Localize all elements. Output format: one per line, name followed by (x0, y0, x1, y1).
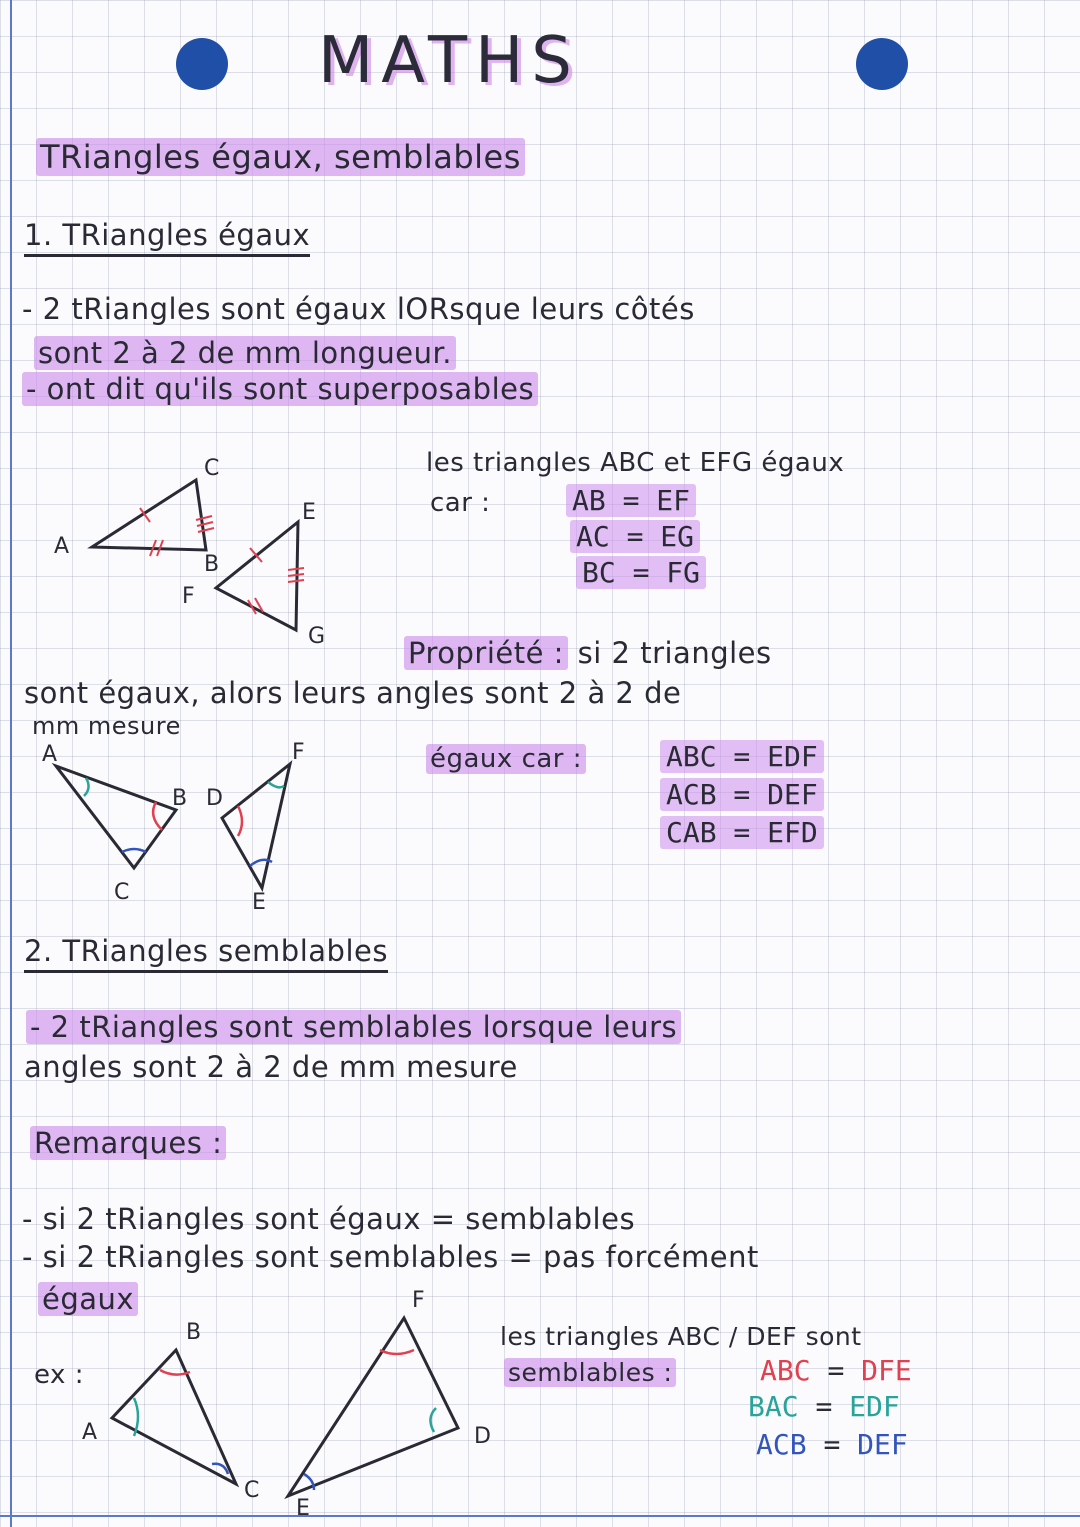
reason-line-1-text: les triangles ABC et EFG égaux (426, 448, 845, 478)
remark-1: - si 2 tRiangles sont égaux = semblables (22, 1202, 636, 1236)
fig1-label-a: A (54, 534, 70, 559)
property-line-2: sont égaux, alors leurs angles sont 2 à 2 de (24, 676, 682, 710)
fig2-label-b: B (172, 786, 188, 811)
side-equality-1: AB = EF (566, 484, 696, 517)
remark-3-text: égaux (38, 1282, 138, 1316)
side-equality-3: BC = FG (576, 556, 706, 589)
similar-eq-3-sep: = (823, 1428, 841, 1461)
fig2-label-f: F (292, 740, 305, 765)
fig1-label-e: E (302, 500, 316, 525)
similar-eq-1-sep: = (827, 1354, 845, 1387)
remarks-heading-text: Remarques : (30, 1126, 226, 1160)
similar-equality-1 (760, 1354, 912, 1387)
similar-eq-2-right: EDF (849, 1390, 900, 1423)
angle-equality-3: CAB = EFD (660, 816, 824, 849)
conclusion-line-2-text: semblables : (504, 1358, 676, 1387)
similar-eq-3-right: DEF (857, 1428, 908, 1461)
fig2-label-e: E (252, 890, 266, 915)
fig3-label-f: F (412, 1288, 425, 1313)
conclusion-line-1: les triangles ABC / DEF sont (500, 1322, 862, 1351)
fig2-label-d: D (206, 786, 223, 811)
section2-line-2: angles sont 2 à 2 de mm mesure (24, 1050, 518, 1084)
section2-heading-text: 2. TRiangles semblables (24, 934, 388, 968)
similar-eq-2-left: BAC (748, 1390, 799, 1423)
fig1-label-b: B (204, 552, 220, 577)
conclusion-line-2 (504, 1358, 676, 1387)
section1-line-1: - 2 tRiangles sont égaux lORsque leurs côtés (22, 292, 695, 326)
side-equality-2: AC = EG (570, 520, 700, 553)
fig2-label-a: A (42, 742, 58, 767)
angle-equality-2: ACB = DEF (660, 778, 824, 811)
fig1-label-c: C (204, 456, 220, 481)
fig3-label-d: D (474, 1424, 491, 1449)
triangle-def-similar (288, 1318, 458, 1496)
similar-eq-2-sep: = (815, 1390, 833, 1423)
section2-line-1-text: - 2 tRiangles sont semblables lorsque leurs (26, 1010, 681, 1044)
angles-car-text: égaux car : (426, 744, 586, 774)
fig3-label-c: C (244, 1478, 260, 1503)
property-line-1-text: si 2 triangles (577, 636, 772, 670)
similar-eq-1-left: ABC (760, 1354, 811, 1387)
fig1-label-g: G (308, 624, 326, 649)
reason-car: car : (430, 488, 491, 518)
page-title: MATHS (318, 24, 580, 98)
section1-line-2-text: sont 2 à 2 de mm longueur. (34, 336, 456, 370)
fig3-label-e: E (296, 1496, 310, 1521)
section1-heading: 1. TRiangles égaux (24, 218, 310, 257)
fig3-label-b: B (186, 1320, 202, 1345)
property-label: Propriété : (404, 636, 568, 670)
fig3-label-a: A (82, 1420, 98, 1445)
remark-2: - si 2 tRiangles sont semblables = pas forcément (22, 1240, 759, 1274)
main-heading-text: TRiangles égaux, semblables (36, 138, 525, 176)
example-label: ex : (34, 1360, 84, 1390)
fig2-label-c: C (114, 880, 130, 905)
similar-eq-3-left: ACB (756, 1428, 807, 1461)
fig1-label-f: F (182, 584, 195, 609)
similar-equality-2 (748, 1390, 900, 1423)
similar-eq-1-right: DFE (861, 1354, 912, 1387)
similar-equality-3 (756, 1428, 908, 1461)
section1-line-3-text: - ont dit qu'ils sont superposables (22, 372, 538, 406)
angle-equality-1: ABC = EDF (660, 740, 824, 773)
property-line-3: mm mesure (32, 712, 181, 740)
